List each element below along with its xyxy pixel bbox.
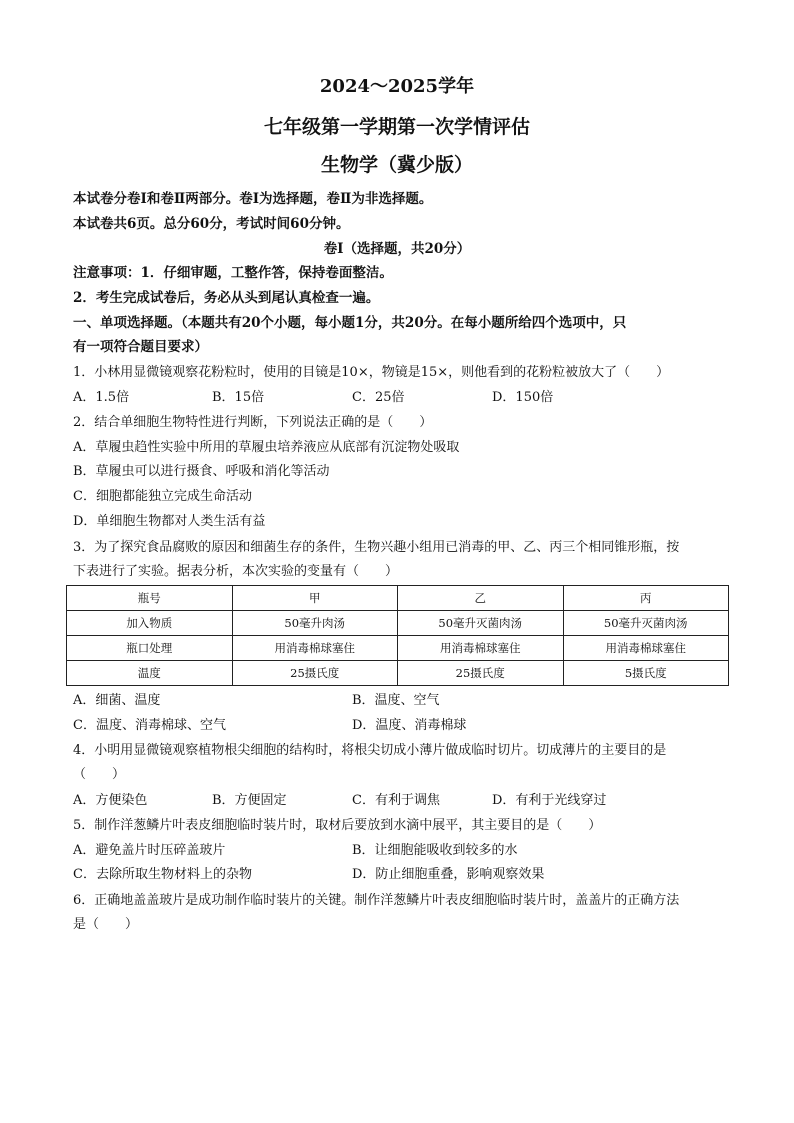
intro-structure: 本试卷分卷Ⅰ和卷Ⅱ两部分。卷Ⅰ为选择题，卷Ⅱ为非选择题。 — [73, 191, 433, 207]
q2-stem: 2．结合单细胞生物特性进行判断，下列说法正确的是（ ） — [73, 415, 433, 430]
table-row — [67, 636, 729, 661]
table-cell: 用消毒棉球塞住 — [563, 636, 729, 661]
q2-option-a: A．草履虫趋性实验中所用的草履虫培养液应从底部有沉淀物处吸取 — [73, 440, 460, 455]
table-cell: 用消毒棉球塞住 — [232, 636, 398, 661]
table-row — [67, 611, 729, 636]
q5-option-b: B．让细胞能吸收到较多的水 — [352, 843, 518, 858]
exam-title: 七年级第一学期第一次学情评估 — [263, 116, 530, 138]
q1-option-a: A．1.5倍 — [73, 390, 130, 405]
academic-year-title: 2024～2025学年 — [319, 76, 475, 97]
table-header-cell: 瓶号 — [67, 586, 233, 611]
table-cell: 50毫升灭菌肉汤 — [563, 611, 729, 636]
q4-option-c: C．有利于调焦 — [352, 793, 440, 808]
table-header-cell: 甲 — [232, 586, 398, 611]
q2-option-c: C．细胞都能独立完成生命活动 — [73, 489, 252, 504]
table-cell: 加入物质 — [67, 611, 233, 636]
q4-stem: 4．小明用显微镜观察植物根尖细胞的结构时，将根尖切成小薄片做成临时切片。切成薄片的主要目的是 — [73, 743, 667, 758]
part-heading-cont: 有一项符合题目要求） — [73, 339, 208, 355]
table-cell: 温度 — [67, 661, 233, 686]
table-cell: 25摄氏度 — [398, 661, 564, 686]
experiment-table — [66, 585, 729, 686]
q4-option-a: A．方便染色 — [73, 793, 148, 808]
table-header-cell: 乙 — [398, 586, 564, 611]
table-cell: 50毫升肉汤 — [232, 611, 398, 636]
section-heading: 卷Ⅰ（选择题，共20分） — [323, 241, 471, 257]
q1-option-d: D．150倍 — [492, 390, 554, 405]
table-cell: 用消毒棉球塞住 — [398, 636, 564, 661]
table-cell: 瓶口处理 — [67, 636, 233, 661]
table-header-row — [67, 586, 729, 611]
q4-stem-cont: （ ） — [73, 767, 126, 782]
q3-option-b: B．温度、空气 — [352, 693, 440, 708]
note-1: 注意事项：1．仔细审题，工整作答，保持卷面整洁。 — [73, 265, 393, 281]
q3-stem: 3．为了探究食品腐败的原因和细菌生存的条件，生物兴趣小组用已消毒的甲、乙、丙三个相同锥形瓶，按 — [73, 540, 680, 555]
q6-stem-cont: 是（ ） — [73, 917, 139, 932]
q5-option-d: D．防止细胞重叠，影响观察效果 — [352, 867, 545, 882]
q5-stem: 5．制作洋葱鳞片叶表皮细胞临时装片时，取材后要放到水滴中展平，其主要目的是（ ） — [73, 818, 602, 833]
q2-option-b: B．草履虫可以进行摄食、呼吸和消化等活动 — [73, 464, 330, 479]
q1-stem: 1．小林用显微镜观察花粉粒时，使用的目镜是10×，物镜是15×，则他看到的花粉粒被放大了（ ） — [73, 365, 670, 380]
q1-option-c: C．25倍 — [352, 390, 405, 405]
subject-title: 生物学（冀少版） — [320, 154, 473, 176]
table-header-cell: 丙 — [563, 586, 729, 611]
part-heading: 一、单项选择题。（本题共有20个小题，每小题1分，共20分。在每小题所给四个选项中，只 — [73, 315, 627, 331]
q3-option-c: C．温度、消毒棉球、空气 — [73, 718, 226, 733]
q3-option-a: A．细菌、温度 — [73, 693, 161, 708]
q3-stem-cont: 下表进行了实验。据表分析，本次实验的变量有（ ） — [73, 564, 399, 579]
q5-option-a: A．避免盖片时压碎盖玻片 — [73, 843, 226, 858]
q2-option-d: D．单细胞生物都对人类生活有益 — [73, 514, 266, 529]
table-cell: 25摄氏度 — [232, 661, 398, 686]
q6-stem: 6．正确地盖盖玻片是成功制作临时装片的关键。制作洋葱鳞片叶表皮细胞临时装片时，盖盖片的正确方法 — [73, 893, 680, 908]
intro-duration: 本试卷共6页。总分60分，考试时间60分钟。 — [73, 216, 350, 232]
q4-option-b: B．方便固定 — [212, 793, 287, 808]
table-row — [67, 661, 729, 686]
q5-option-c: C．去除所取生物材料上的杂物 — [73, 867, 252, 882]
note-2: 2．考生完成试卷后，务必从头到尾认真检查一遍。 — [73, 290, 380, 306]
q1-option-b: B．15倍 — [212, 390, 265, 405]
table-cell: 50毫升灭菌肉汤 — [398, 611, 564, 636]
table-cell: 5摄氏度 — [563, 661, 729, 686]
q4-option-d: D．有利于光线穿过 — [492, 793, 607, 808]
q3-option-d: D．温度、消毒棉球 — [352, 718, 467, 733]
